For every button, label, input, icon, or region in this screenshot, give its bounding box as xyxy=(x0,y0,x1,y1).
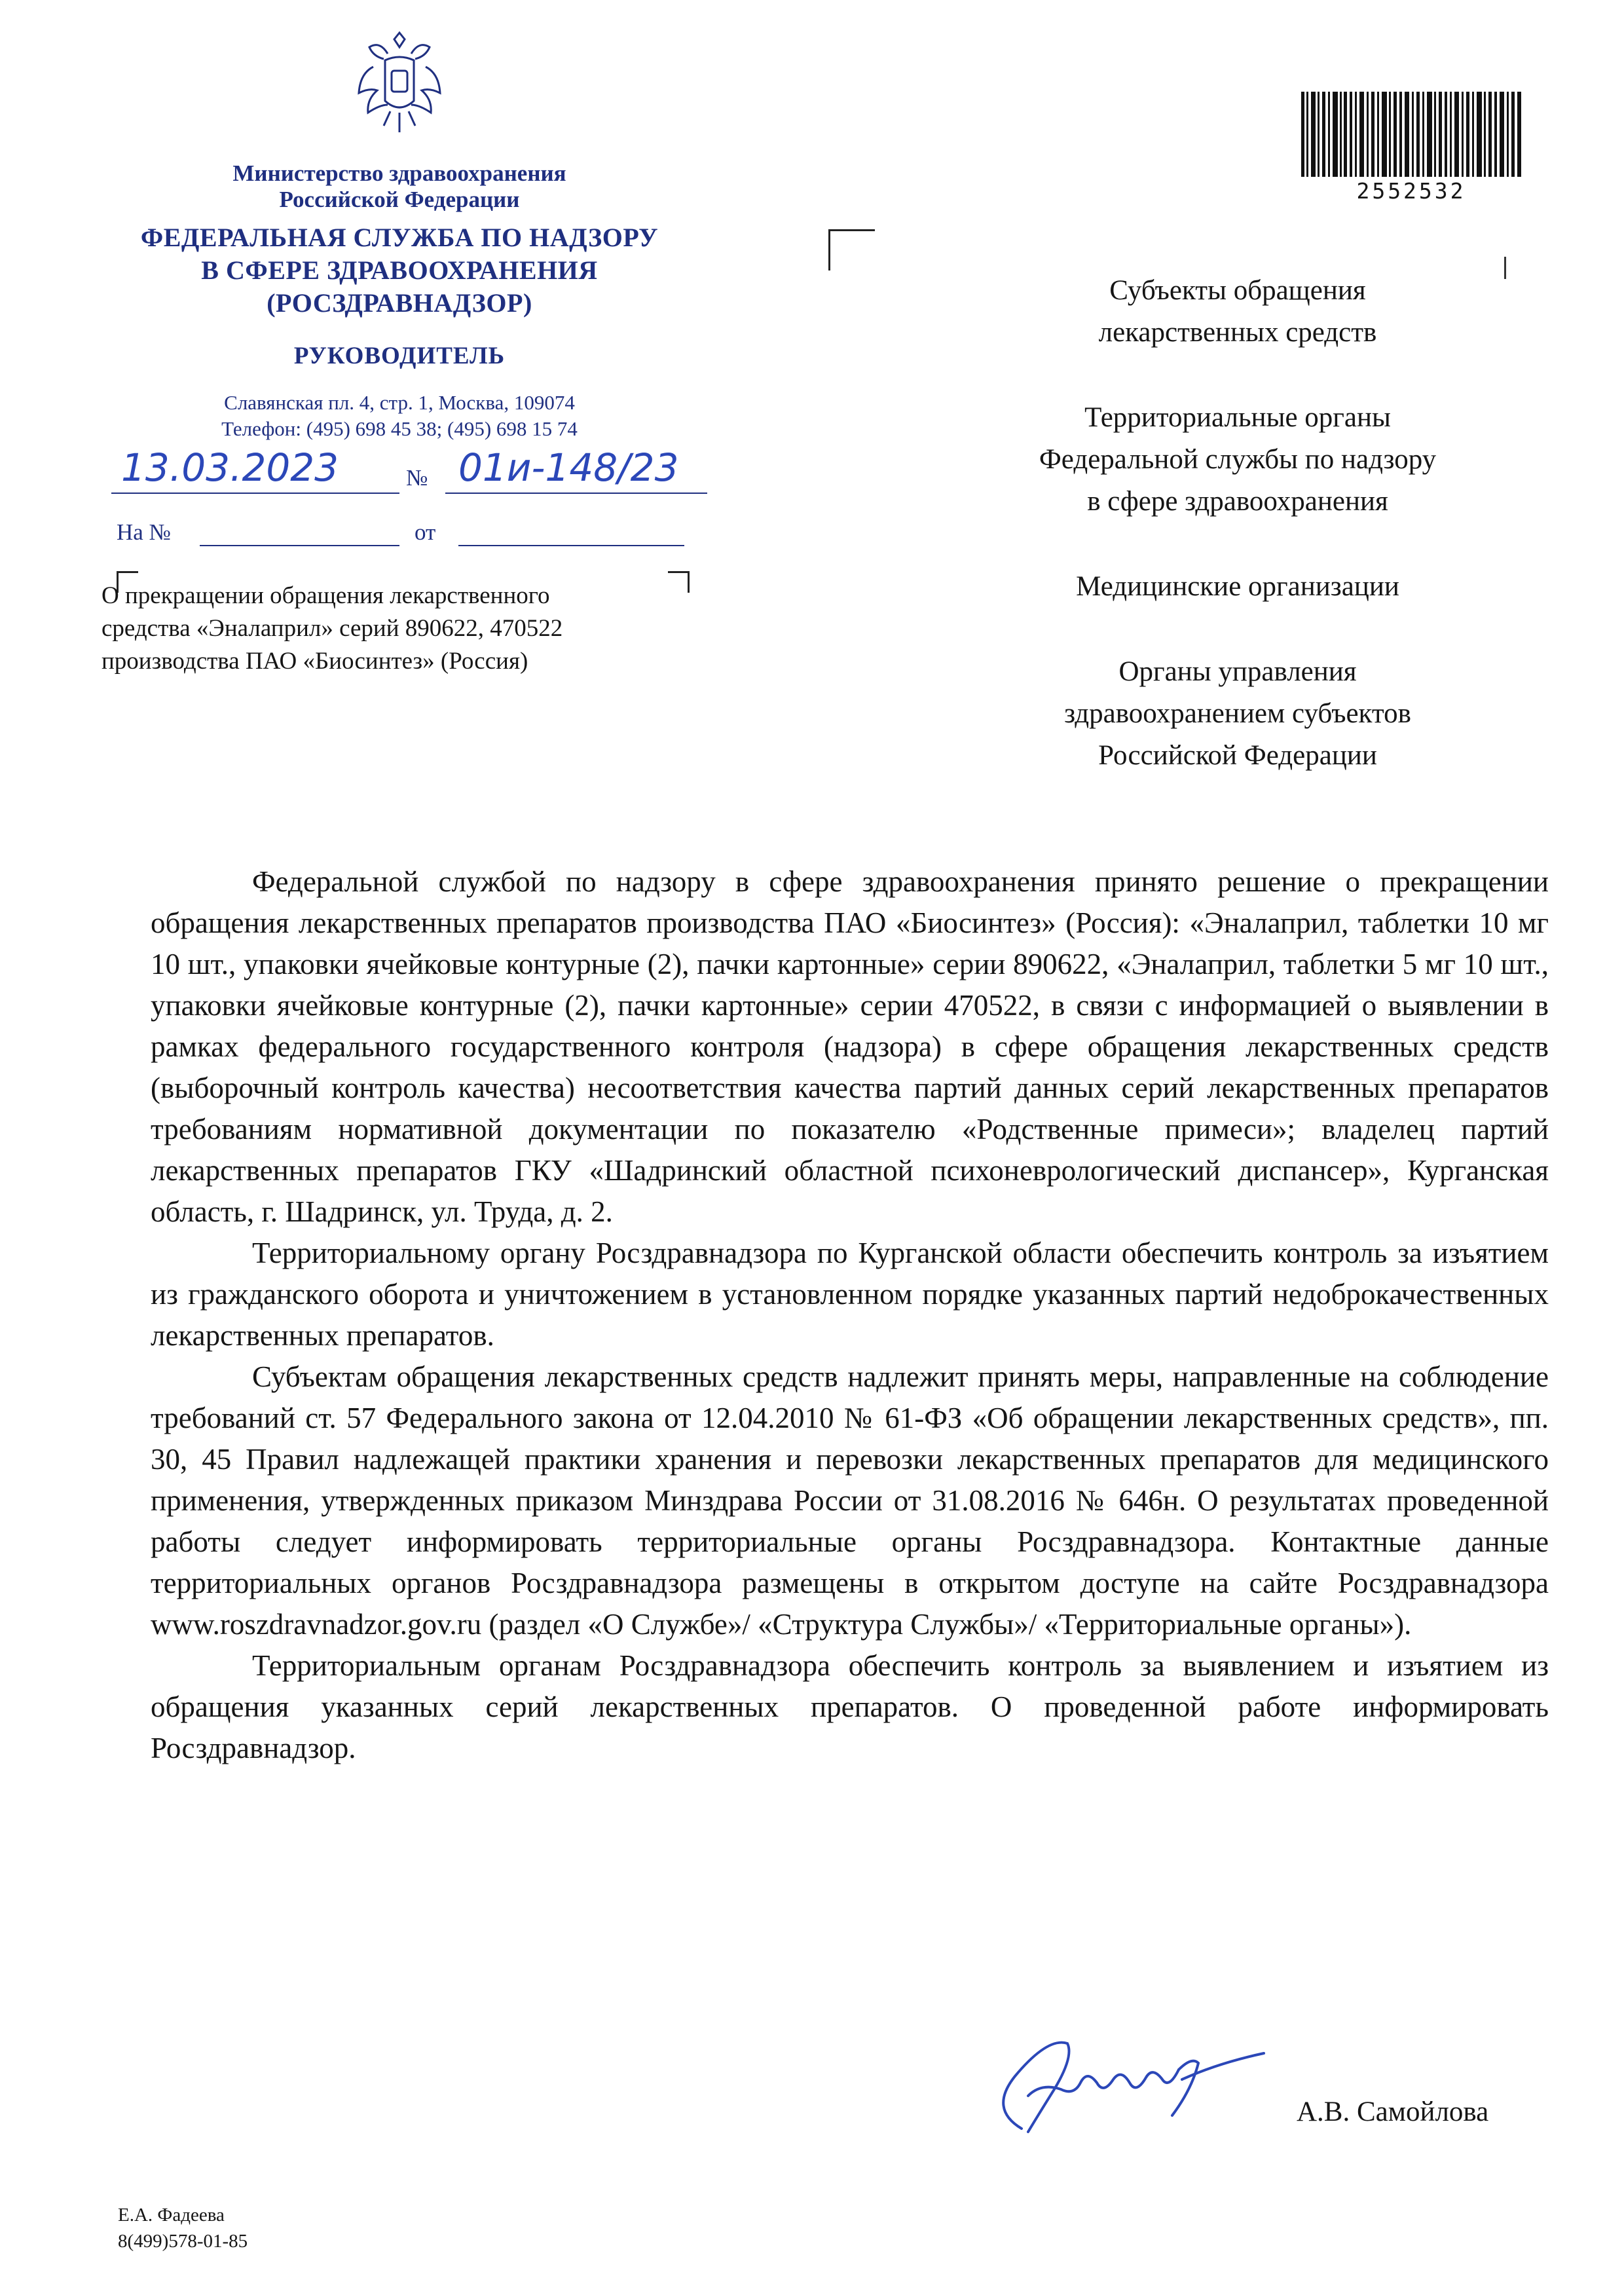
number-underline xyxy=(445,493,707,494)
subject xyxy=(101,580,704,678)
letter-body xyxy=(151,861,1549,1769)
executor-name: Е.А. Фадеева xyxy=(118,2205,225,2226)
recipient-4-line3: Российской Федерации xyxy=(1098,740,1377,771)
address: Славянская пл. 4, стр. 1, Москва, 109074 xyxy=(224,391,575,414)
recipient-2-line3: в сфере здравоохранения xyxy=(1087,486,1388,517)
in-reply-underline xyxy=(200,545,399,546)
executor-phone: 8(499)578-01-85 xyxy=(118,2231,248,2252)
recipient-2-line2: Федеральной службы по надзору xyxy=(1039,444,1437,475)
from-label: от xyxy=(415,519,436,545)
body-paragraph-1: Федеральной службой по надзору в сфере здравоохранения принято решение о прекращении обращения лекарственных препаратов производства ПАО «Биосинтез» (Россия): «Эналаприл, таблетки 10 мг 10 шт., упаковки ячейковые контурные (2), пачки картонные» серии 890622, «Эналаприл, таблетки 5 мг 10 шт., упаковки ячейковые контурные (2), пачки картонные» серии 470522, в связи с информацией о выявлении в рамках федерального государственного контроля (надзора) в сфере обращения лекарственных средств (выборочный контроль качества) несоответствия качества партий данных серий лекарственных препаратов требованиям нормативной документации по показателю «Родственные примеси»; владелец партий лекарственных препаратов ГКУ «Шадринский областной психоневрологический диспансер», Курганская область, г. Шадринск, ул. Труда, д. 2. xyxy=(151,865,1549,1228)
recipient-3-line1: Медицинские организации xyxy=(1076,571,1399,602)
body-paragraph-4: Территориальным органам Росздравнадзора обеспечить контроль за выявлением и изъятием из обращения указанных серий лекарственных препаратов. О проведенной работе информировать Росздравнадзор. xyxy=(151,1649,1549,1764)
service-name-line2: В СФЕРЕ ЗДРАВООХРАНЕНИЯ xyxy=(201,255,598,285)
registration-number: 01и-148/23 xyxy=(458,445,679,490)
recipient-1-line1: Субъекты обращения xyxy=(1109,275,1366,306)
service-name-line1: ФЕДЕРАЛЬНАЯ СЛУЖБА ПО НАДЗОРУ xyxy=(140,223,659,252)
number-label: № xyxy=(406,465,428,491)
recipient-2-line1: Территориальные органы xyxy=(1084,402,1391,433)
signatory-name: А.В. Самойлова xyxy=(1297,2096,1489,2127)
recipient-4-line2: здравоохранением субъектов xyxy=(1064,698,1411,729)
barcode-number: 2552532 xyxy=(1356,178,1466,204)
subject-line3: производства ПАО «Биосинтез» (Россия) xyxy=(101,648,528,675)
coat-of-arms-emblem-icon xyxy=(354,28,445,142)
registration-date: 13.03.2023 xyxy=(121,445,339,490)
recipient-corner-left xyxy=(828,229,875,270)
subject-line2: средства «Эналаприл» серий 890622, 470522 xyxy=(101,615,563,642)
head-title: РУКОВОДИТЕЛЬ xyxy=(293,343,506,369)
recipient-4-line1: Органы управления xyxy=(1118,656,1357,687)
barcode-icon xyxy=(1300,92,1522,177)
ministry-name-line2: Российской Федерации xyxy=(279,187,520,212)
subject-line1: О прекращении обращения лекарственного xyxy=(101,582,550,609)
in-reply-label: На № xyxy=(117,519,171,545)
handwritten-signature-icon xyxy=(976,2017,1270,2148)
date-underline xyxy=(111,493,399,494)
phone: Телефон: (495) 698 45 38; (495) 698 15 74 xyxy=(221,417,578,440)
ministry-name-line1: Министерство здравоохранения xyxy=(232,160,566,186)
from-underline xyxy=(458,545,684,546)
service-name-line3: (РОСЗДРАВНАДЗОР) xyxy=(267,288,532,318)
recipient-1-line2: лекарственных средств xyxy=(1098,317,1377,348)
body-paragraph-3: Субъектам обращения лекарственных средств надлежит принять меры, направленные на соблюдение требований ст. 57 Федерального закона от 12.04.2010 № 61-ФЗ «Об обращении лекарственных средств», пп. 30, 45 Правил надлежащей практики хранения и перевозки лекарственных препаратов для медицинского применения, утвержденных приказом Минздрава России от 31.08.2016 № 646н. О результатах проведенной работы следует информировать территориальные органы Росздравнадзора. Контактные данные территориальных органов Росздравнадзора размещены в открытом доступе на сайте Росздравнадзора www.roszdravnadzor.gov.ru (раздел «О Службе»/ «Структура Службы»/ «Территориальные органы»). xyxy=(151,1360,1549,1641)
executor xyxy=(118,2202,248,2254)
body-paragraph-2: Территориальному органу Росздравнадзора по Курганской области обеспечить контроль за изъятием из гражданского оборота и уничтожением в установленном порядке указанных партий недоброкачественных лекарственных препаратов. xyxy=(151,1237,1549,1352)
